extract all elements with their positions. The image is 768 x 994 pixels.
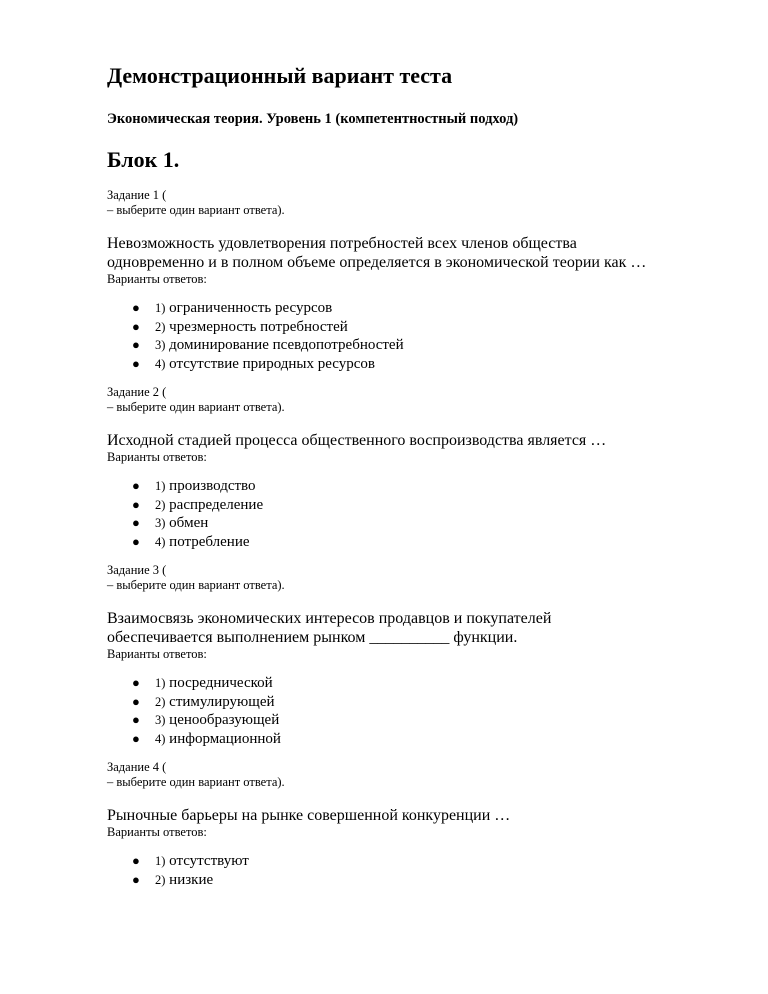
answer-list — [107, 299, 708, 373]
answer-number: 1) — [155, 854, 166, 868]
task-1 — [107, 188, 708, 373]
block-title: Блок 1. — [107, 147, 180, 172]
task-instruction: – выберите один вариант ответа). — [107, 400, 285, 414]
answer-text: распределение — [169, 496, 264, 513]
answer-option — [107, 496, 708, 515]
answer-number: 4) — [155, 534, 166, 549]
answer-text: ограниченность ресурсов — [169, 300, 333, 316]
answer-text: обмен — [169, 515, 209, 531]
question-text — [107, 431, 708, 450]
question-line: Невозможность удовлетворения потребностей всех членов общества — [107, 235, 577, 252]
answer-number: 4) — [155, 356, 166, 371]
task-number: Задание 1 ( — [107, 188, 167, 202]
answer-text: стимулирующей — [169, 693, 275, 710]
bullet-icon: ● — [132, 496, 140, 512]
task-header — [107, 563, 708, 593]
bullet-icon: ● — [132, 730, 140, 746]
answer-option — [107, 318, 708, 337]
bullet-icon: ● — [132, 478, 140, 493]
answer-number: 4) — [155, 731, 166, 746]
document-title: Демонстрационный вариант теста — [107, 63, 453, 88]
question-text — [107, 806, 708, 825]
answer-number: 2) — [155, 319, 166, 334]
answer-text: потребление — [169, 533, 250, 550]
answer-text: чрезмерность потребностей — [169, 318, 348, 335]
question-line: Взаимосвязь экономических интересов продавцов и покупателей — [107, 610, 552, 627]
bullet-icon: ● — [132, 300, 140, 315]
question-line: обеспечивается выполнением рынком __________ функции. — [107, 629, 518, 646]
answer-option — [107, 674, 708, 693]
task-number: Задание 2 ( — [107, 385, 167, 399]
bullet-icon: ● — [132, 712, 140, 727]
task-3 — [107, 563, 708, 748]
answer-text: посреднической — [169, 675, 273, 691]
bullet-icon: ● — [132, 675, 140, 690]
answer-number: 1) — [155, 479, 166, 493]
question-line: Рыночные барьеры на рынке совершенной конкуренции … — [107, 807, 511, 824]
answer-option — [107, 852, 708, 871]
task-2 — [107, 385, 708, 551]
question-text — [107, 234, 708, 272]
answer-number: 1) — [155, 301, 166, 315]
bullet-icon: ● — [132, 515, 140, 530]
answer-number: 3) — [155, 338, 166, 352]
task-header — [107, 188, 708, 218]
bullet-icon: ● — [132, 337, 140, 352]
answer-option — [107, 355, 708, 374]
answer-option — [107, 477, 708, 496]
task-header — [107, 760, 708, 790]
bullet-icon: ● — [132, 533, 140, 549]
answer-option — [107, 299, 708, 318]
answer-list — [107, 477, 708, 551]
answer-text: производство — [169, 478, 256, 494]
question-text — [107, 609, 708, 647]
answer-text: ценообразующей — [169, 712, 280, 728]
answer-option — [107, 711, 708, 730]
answer-text: отсутствуют — [169, 853, 249, 869]
answers-label: Варианты ответов: — [107, 647, 207, 661]
question-line: одновременно и в полном объеме определяется в экономической теории как … — [107, 254, 647, 271]
question-line: Исходной стадией процесса общественного воспроизводства является … — [107, 432, 607, 449]
answer-number: 3) — [155, 713, 166, 727]
bullet-icon: ● — [132, 693, 140, 709]
task-instruction: – выберите один вариант ответа). — [107, 775, 285, 789]
task-instruction: – выберите один вариант ответа). — [107, 578, 285, 592]
answer-text: отсутствие природных ресурсов — [169, 355, 375, 372]
bullet-icon: ● — [132, 853, 140, 868]
answer-option — [107, 730, 708, 749]
answers-label: Варианты ответов: — [107, 272, 207, 286]
task-instruction: – выберите один вариант ответа). — [107, 203, 285, 217]
answer-text: низкие — [169, 871, 214, 888]
bullet-icon: ● — [132, 318, 140, 334]
answers-label: Варианты ответов: — [107, 825, 207, 839]
bullet-icon: ● — [132, 355, 140, 371]
answer-number: 2) — [155, 872, 166, 887]
task-number: Задание 4 ( — [107, 760, 167, 774]
bullet-icon: ● — [132, 871, 140, 887]
answer-option — [107, 533, 708, 552]
answer-number: 2) — [155, 694, 166, 709]
task-4 — [107, 760, 708, 889]
task-number: Задание 3 ( — [107, 563, 167, 577]
task-header — [107, 385, 708, 415]
answer-number: 3) — [155, 516, 166, 530]
answer-option — [107, 871, 708, 890]
answer-list — [107, 852, 708, 889]
answer-option — [107, 693, 708, 712]
answers-label: Варианты ответов: — [107, 450, 207, 464]
answer-option — [107, 336, 708, 355]
answer-option — [107, 514, 708, 533]
answer-text: информационной — [169, 730, 281, 747]
answer-text: доминирование псевдопотребностей — [169, 337, 404, 353]
answer-number: 2) — [155, 497, 166, 512]
answer-list — [107, 674, 708, 748]
document-subtitle: Экономическая теория. Уровень 1 (компетентностный подход) — [107, 111, 519, 127]
answer-number: 1) — [155, 676, 166, 690]
